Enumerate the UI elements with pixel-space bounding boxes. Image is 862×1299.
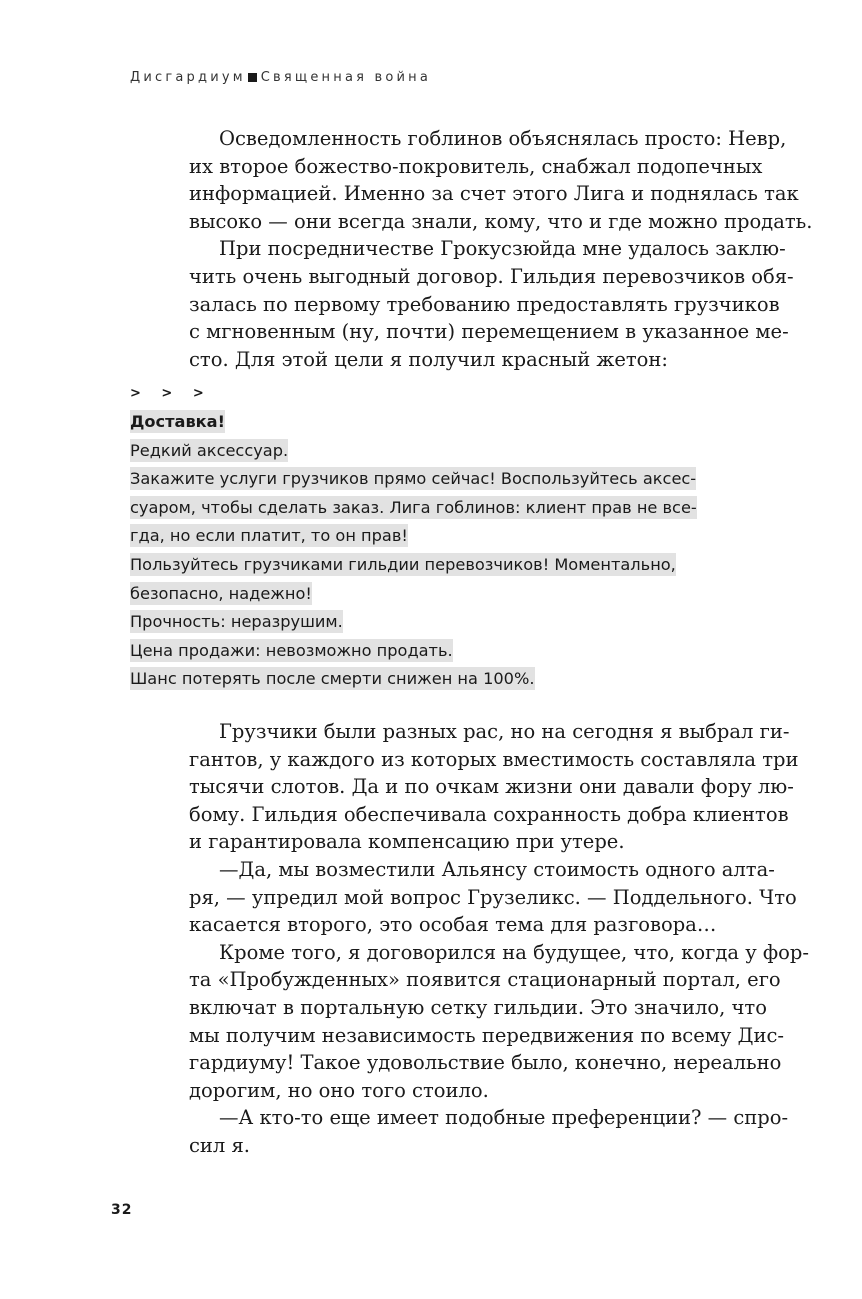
book-subtitle: Священная война — [260, 70, 431, 85]
notice-line: Цена продажи: невозможно продать. — [130, 640, 453, 660]
text-line: дорогим, но оно того стоило. — [189, 1078, 489, 1102]
text-line: —А кто-то еще имеет подобные преференции? — спро- — [219, 1106, 789, 1130]
text-line: их второе божество-покровитель, снабжал подопечных — [189, 154, 763, 178]
notice-line: Прочность: неразрушим. — [130, 612, 343, 632]
text-line: Грузчики были разных рас, но на сегодня я выбрал ги- — [219, 720, 790, 743]
notice-line: Закажите услуги грузчиков прямо сейчас! Воспользуйтесь аксес- — [130, 469, 697, 489]
notice-line: Шанс потерять после смерти снижен на 100%. — [130, 669, 535, 689]
book-title: Дисгардиум — [130, 70, 246, 85]
notice-line: гда, но если платит, то он прав! — [130, 526, 408, 546]
text-line: и гарантировала компенсацию при утере. — [189, 830, 625, 854]
text-line: гардиуму! Такое удовольствие было, конечно, нереально — [189, 1051, 782, 1075]
text-line: бому. Гильдия обеспечивала сохранность добра клиентов — [189, 802, 789, 826]
text-line: гантов, у каждого из которых вместимость составляла три — [189, 747, 799, 771]
notice-arrows: > > > — [130, 386, 212, 401]
separator-square — [248, 73, 257, 82]
text-line: информацией. Именно за счет этого Лига и поднялась так — [189, 182, 799, 206]
notice-line: Редкий аксессуар. — [130, 440, 289, 460]
text-line: Кроме того, я договорился на будущее, что, когда у фор- — [219, 940, 809, 964]
text-line: При посредничестве Грокусзюйда мне удалось заклю- — [219, 237, 786, 261]
notice-line: безопасно, надежно! — [130, 583, 312, 603]
text-line: та «Пробужденных» появится стационарный портал, его — [189, 968, 781, 992]
text-line: с мгновенным (ну, почти) перемещением в указанное ме- — [189, 320, 789, 344]
notice-line: Пользуйтесь грузчиками гильдии перевозчиков! Моментально, — [130, 554, 676, 574]
text-line: чить очень выгодный договор. Гильдия перевозчиков обя- — [189, 264, 794, 288]
text-line: залась по первому требованию предоставлять грузчиков — [189, 292, 780, 316]
text-line: мы получим независимость передвижения по всему Дис- — [189, 1023, 784, 1047]
text-line: сил я. — [189, 1133, 251, 1157]
game-notice — [130, 408, 697, 694]
text-line: ря, — упредил мой вопрос Грузеликс. — Поддельного. Что — [189, 885, 797, 909]
text-block-bottom — [189, 718, 809, 1160]
text-line: сто. Для этой цели я получил красный жетон: — [189, 347, 668, 371]
text-line: Осведомленность гоблинов объяснялась просто: Невр, — [219, 127, 787, 150]
notice-line: суаром, чтобы сделать заказ. Лига гоблинов: клиент прав не все- — [130, 497, 697, 517]
text-line: включат в портальную сетку гильдии. Это значило, что — [189, 995, 767, 1019]
running-header — [130, 70, 431, 85]
text-line: —Да, мы возместили Альянсу стоимость одного алта- — [219, 857, 775, 881]
notice-title: Доставка! — [130, 412, 225, 431]
text-block-top — [189, 125, 813, 373]
text-line: касается второго, это особая тема для разговора… — [189, 913, 717, 937]
text-line: высоко — они всегда знали, кому, что и где можно продать. — [189, 209, 813, 233]
page-number: 32 — [111, 1202, 133, 1218]
text-line: тысячи слотов. Да и по очкам жизни они давали фору лю- — [189, 775, 794, 799]
